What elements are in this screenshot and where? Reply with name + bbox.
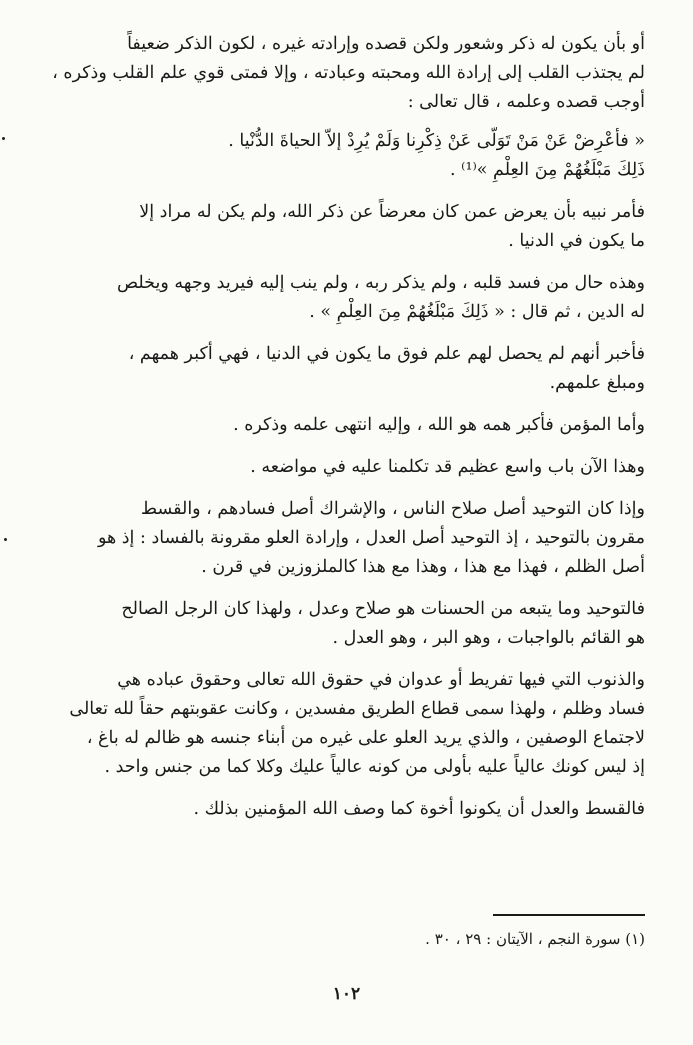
text-line: أو بأن يكون له ذكر وشعور ولكن قصده وإرادته غيره ، لكون الذكر ضعيفاً [127,34,645,54]
footnote-divider [493,914,645,916]
text-line: أصل الظلم ، فهذا مع هذا ، وهذا مع هذا كالملزوزين في قرن . [201,557,645,577]
text-line: ما يكون في الدنيا . [508,231,645,251]
text-line: وهذا الآن باب واسع عظيم قد تكلمنا عليه في مواضعه . [250,457,645,477]
text-line: أوجب قصده وعلمه ، قال تعالى : [407,92,645,112]
text-line: مقرون بالتوحيد ، إذ التوحيد أصل العدل ، وإرادة العلو مقرونة بالفساد : إذ هو [97,528,645,548]
text-line: وإذا كان التوحيد أصل صلاح الناس ، والإشراك أصل فسادهم ، والقسط [140,499,645,519]
text-line: هو القائم بالواجبات ، وهو البر ، وهو العدل . [332,628,645,648]
margin-speck [2,137,5,140]
paragraph [48,666,645,782]
footnote: (١) سورة النجم ، الآيتان : ٢٩ ، ٣٠ . [425,930,645,948]
paragraph [48,30,645,117]
page-number: ١٠٢ [332,984,361,1004]
paragraph [48,595,645,653]
text-line: فالقسط والعدل أن يكونوا أخوة كما وصف الله المؤمنين بذلك . [193,799,645,819]
paragraph [48,198,645,256]
quran-quote [48,127,645,185]
text-line: فالتوحيد وما يتبعه من الحسنات هو صلاح وعدل ، ولهذا كان الرجل الصالح [121,599,645,619]
margin-speck [4,538,7,541]
text-line: ومبلغ علمهم. [549,373,645,393]
text-line: « فأَعْرِضْ عَنْ مَنْ تَوَلَّى عَنْ ذِكْرِنا وَلَمْ يُرِدْ إلاّ الحياةَ الدُّنْيا . [228,131,645,151]
text-line: لم يجتذب القلب إلى إرادة الله ومحبته وعبادته ، وإلا فمتى قوي علم القلب وذكره ، [52,63,645,83]
text-line: فأمر نبيه بأن يعرض عمن كان معرضاً عن ذكر الله، ولم يكن له مراد إلا [139,202,645,222]
text-line: فساد وظلم ، ولهذا سمى قطاع الطريق مفسدين ، وكانت عقوبتهم حقاً لله تعالى [69,699,645,719]
paragraph [48,495,645,582]
text-line: ذَلِكَ مَبْلَغُهُمْ مِنَ العِلْمِ »⁽¹⁾ . [450,160,645,180]
text-line: لاجتماع الوصفين ، والذي يريد العلو على غيره من أبناء جنسه هو ظالم له باغ ، [86,728,645,748]
paragraph [48,269,645,327]
text-line: وأما المؤمن فأكبر همه هو الله ، وإليه انتهى علمه وذكره . [233,415,645,435]
body-text [48,30,645,837]
paragraph [48,453,645,482]
text-line: فأخبر أنهم لم يحصل لهم علم فوق ما يكون في الدنيا ، فهي أكبر همهم ، [128,344,645,364]
text-line: له الدين ، ثم قال : « ذَلِكَ مَبْلَغُهُمْ مِنَ العِلْمِ » . [309,302,645,322]
text-line: وهذه حال من فسد قلبه ، ولم يذكر ربه ، ولم ينب إليه فيريد وجهه ويخلص [116,273,645,293]
paragraph [48,340,645,398]
text-line: إذ ليس كونك عالياً عليه بأولى من كونه عالياً عليك وكلا كما من جنس واحد . [104,757,645,777]
paragraph [48,411,645,440]
paragraph [48,795,645,824]
text-line: والذنوب التي فيها تفريط أو عدوان في حقوق الله تعالى وحقوق عباده هي [117,670,645,690]
